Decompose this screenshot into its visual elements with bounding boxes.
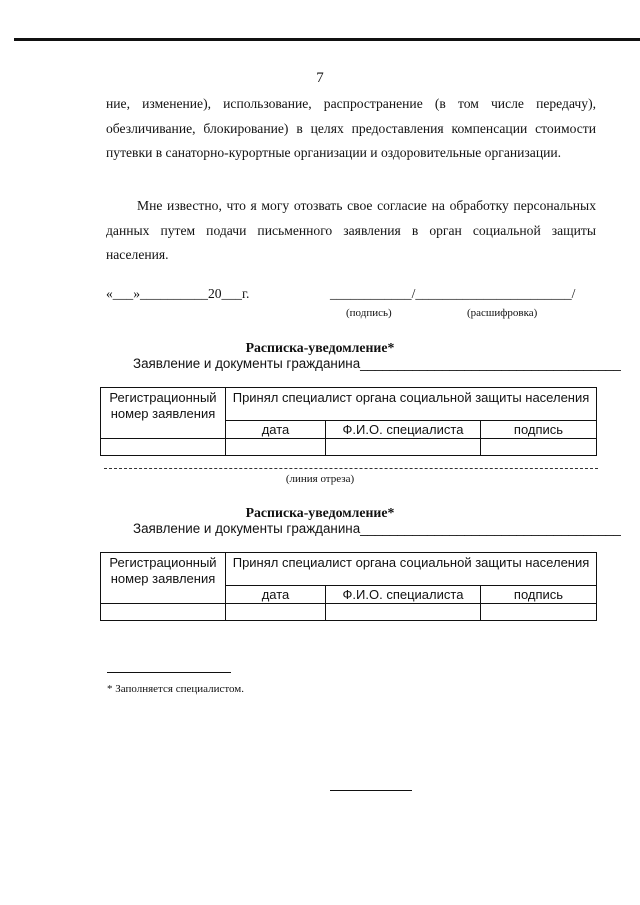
signature-cell[interactable] <box>481 604 597 621</box>
date-cell[interactable] <box>226 604 326 621</box>
registration-number-header: Регистрационный номер заявления <box>101 388 226 439</box>
accepted-by-header: Принял специалист органа социальной защиты населения <box>226 553 597 586</box>
decoding-caption: (расшифровка) <box>467 307 538 319</box>
top-rule <box>14 38 640 41</box>
registration-number-cell[interactable] <box>101 604 226 621</box>
receipt-title: Расписка-уведомление* <box>245 340 395 355</box>
cut-line <box>104 468 598 469</box>
accepted-by-header: Принял специалист органа социальной защиты населения <box>226 388 597 421</box>
date-line: «___»__________20___г. <box>106 286 250 301</box>
date-header: дата <box>226 586 326 604</box>
registration-number-cell[interactable] <box>101 439 226 456</box>
registration-number-header: Регистрационный номер заявления <box>101 553 226 604</box>
cut-line-caption: (линия отреза) <box>285 473 355 485</box>
specialist-name-cell[interactable] <box>326 439 481 456</box>
receipt-table <box>100 387 597 456</box>
signature-caption: (подпись) <box>346 307 392 319</box>
applicant-line: Заявление и документы гражданина___________________________________ <box>133 521 621 536</box>
signature-header: подпись <box>481 421 597 439</box>
signature-line: ____________/_______________________/ <box>330 286 576 301</box>
specialist-name-header: Ф.И.О. специалиста <box>326 421 481 439</box>
bottom-rule <box>330 790 412 791</box>
date-header: дата <box>226 421 326 439</box>
specialist-name-cell[interactable] <box>326 604 481 621</box>
footnote: * Заполняется специалистом. <box>107 683 245 695</box>
receipt-table <box>100 552 597 621</box>
receipt-title: Расписка-уведомление* <box>245 505 395 520</box>
consent-paragraph-continued: ние, изменение), использование, распространение (в том числе передачу), обезличивание, блокирование) в целях предоставления компенсации стоимости путевки в санаторно-курортные организации и оздоровительные организации. <box>106 96 596 160</box>
date-cell[interactable] <box>226 439 326 456</box>
signature-cell[interactable] <box>481 439 597 456</box>
revocation-paragraph: Мне известно, что я могу отозвать свое согласие на обработку персональных данных путем подачи письменного заявления в орган социальной защиты населения. <box>106 198 596 262</box>
specialist-name-header: Ф.И.О. специалиста <box>326 586 481 604</box>
signature-header: подпись <box>481 586 597 604</box>
footnote-rule <box>107 672 231 673</box>
applicant-line: Заявление и документы гражданина___________________________________ <box>133 356 621 371</box>
page-number: 7 <box>316 70 324 86</box>
